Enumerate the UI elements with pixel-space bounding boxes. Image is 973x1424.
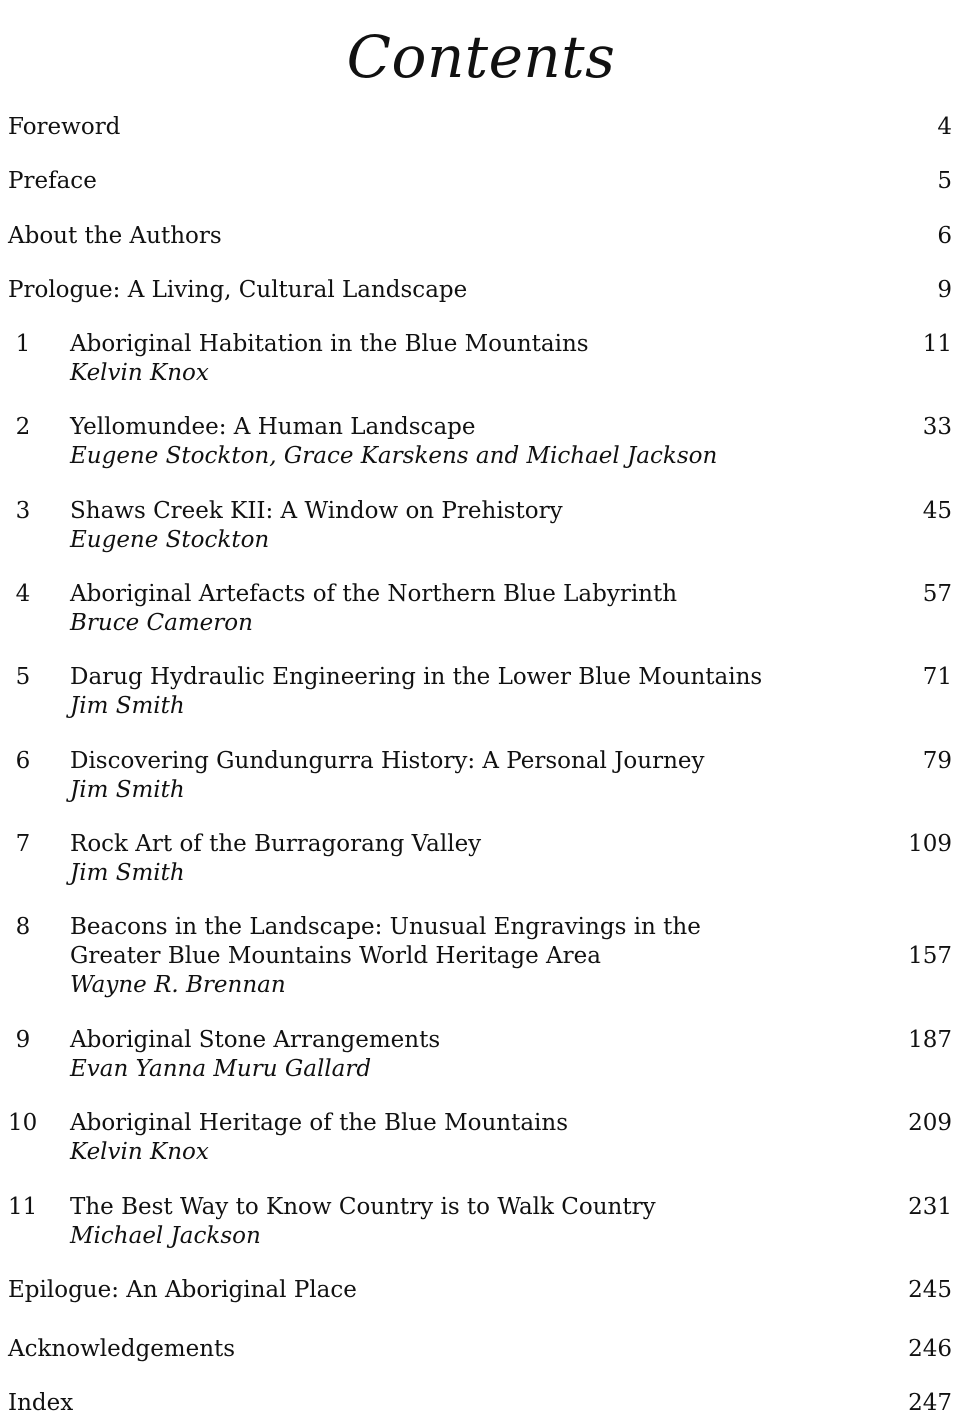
chapter-author: Bruce Cameron — [70, 610, 253, 636]
chapter-author: Jim Smith — [70, 693, 185, 719]
chapter-author: Michael Jackson — [70, 1223, 261, 1249]
toc-entry-label: Prologue: A Living, Cultural Landscape — [8, 277, 468, 303]
chapter-author: Jim Smith — [70, 860, 185, 886]
toc-page-number: 247 — [908, 1390, 952, 1416]
toc-page-number: 109 — [908, 831, 952, 857]
toc-page-number: 5 — [937, 168, 952, 194]
toc-entry-label: About the Authors — [8, 223, 222, 249]
toc-page-number: 11 — [922, 331, 952, 357]
chapter-title: Beacons in the Landscape: Unusual Engravings in the — [70, 914, 701, 940]
chapter-title: Yellomundee: A Human Landscape — [70, 414, 476, 440]
page-title: Contents — [346, 23, 616, 91]
toc-page-number: 231 — [908, 1194, 952, 1220]
chapter-author: Eugene Stockton, Grace Karskens and Michael Jackson — [70, 443, 718, 469]
toc-entry-label: Preface — [8, 168, 97, 194]
toc-page-number: 209 — [908, 1110, 952, 1136]
toc-entry-label: Index — [8, 1390, 74, 1416]
toc-entry-label: Acknowledgements — [8, 1336, 236, 1362]
toc-entry-label: Epilogue: An Aboriginal Place — [8, 1277, 357, 1303]
chapter-number: 2 — [15, 414, 31, 440]
chapter-number: 8 — [15, 914, 31, 940]
chapter-author: Eugene Stockton — [70, 527, 270, 553]
toc-page-number: 33 — [922, 414, 952, 440]
chapter-number: 1 — [15, 331, 31, 357]
toc-page-number: 245 — [908, 1277, 952, 1303]
chapter-number: 10 — [8, 1110, 38, 1136]
toc-page-number: 157 — [908, 943, 952, 969]
chapter-title: Shaws Creek KII: A Window on Prehistory — [70, 498, 563, 524]
chapter-title: The Best Way to Know Country is to Walk Country — [70, 1194, 656, 1220]
chapter-number: 7 — [15, 831, 31, 857]
chapter-author: Kelvin Knox — [70, 1139, 209, 1165]
chapter-number: 9 — [15, 1027, 31, 1053]
toc-page-number: 4 — [937, 114, 952, 140]
chapter-number: 5 — [15, 664, 31, 690]
chapter-title: Rock Art of the Burragorang Valley — [70, 831, 482, 857]
toc-page-number: 45 — [922, 498, 952, 524]
chapter-title: Aboriginal Artefacts of the Northern Blue Labyrinth — [70, 581, 678, 607]
toc-page-number: 9 — [937, 277, 952, 303]
chapter-title: Aboriginal Heritage of the Blue Mountains — [70, 1110, 569, 1136]
chapter-title-continued: Greater Blue Mountains World Heritage Area — [70, 943, 601, 969]
chapter-title: Darug Hydraulic Engineering in the Lower Blue Mountains — [70, 664, 763, 690]
toc-page-number: 71 — [922, 664, 952, 690]
chapter-author: Evan Yanna Muru Gallard — [70, 1056, 372, 1082]
chapter-number: 4 — [15, 581, 31, 607]
toc-page-number: 57 — [922, 581, 952, 607]
chapter-number: 11 — [8, 1194, 38, 1220]
toc-page-number: 79 — [922, 748, 952, 774]
chapter-number: 6 — [15, 748, 31, 774]
chapter-title: Aboriginal Habitation in the Blue Mountains — [70, 331, 589, 357]
toc-page-number: 6 — [937, 223, 952, 249]
toc-page-number: 246 — [908, 1336, 952, 1362]
chapter-number: 3 — [15, 498, 31, 524]
chapter-author: Kelvin Knox — [70, 360, 209, 386]
chapter-title: Discovering Gundungurra History: A Personal Journey — [70, 748, 705, 774]
chapter-title: Aboriginal Stone Arrangements — [70, 1027, 441, 1053]
toc-page-number: 187 — [908, 1027, 952, 1053]
chapter-author: Jim Smith — [70, 777, 185, 803]
chapter-author: Wayne R. Brennan — [70, 972, 286, 998]
toc-entry-label: Foreword — [8, 114, 121, 140]
